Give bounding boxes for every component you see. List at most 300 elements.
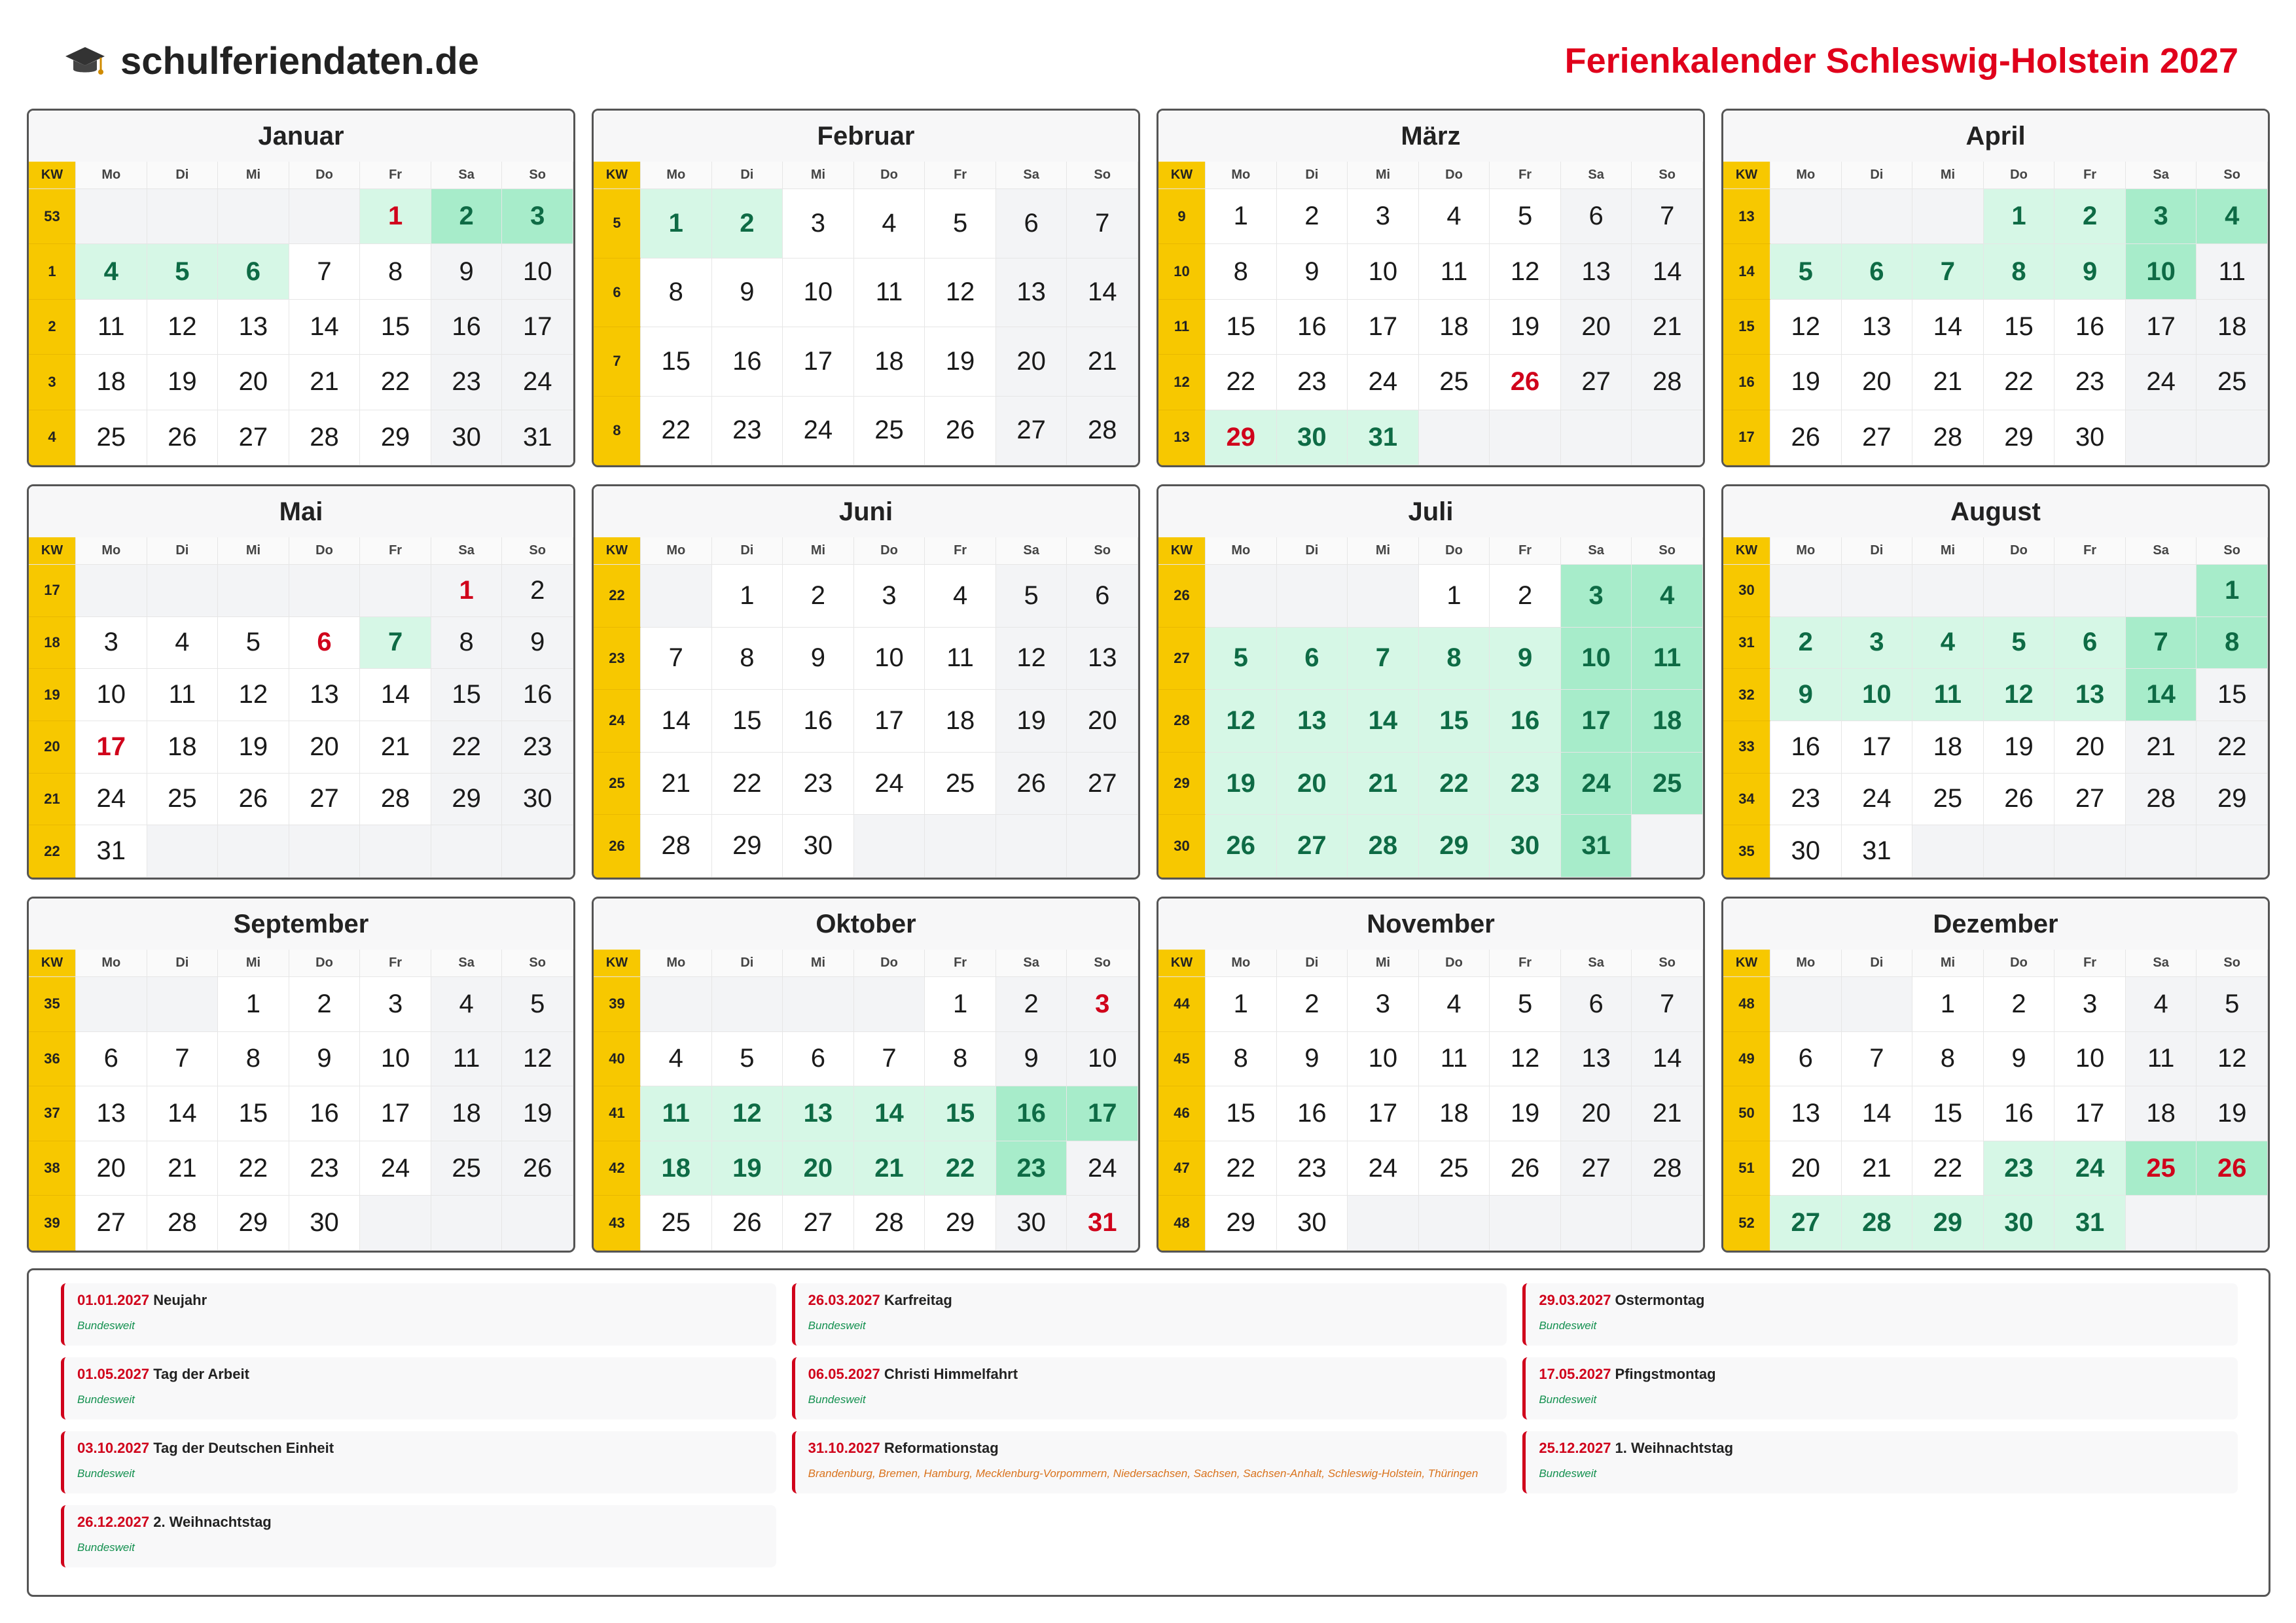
day-cell[interactable]: 27	[289, 774, 361, 826]
day-cell[interactable]: 18	[431, 1086, 503, 1141]
day-cell[interactable]: 6	[2054, 617, 2126, 669]
day-cell[interactable]: 10	[360, 1032, 431, 1087]
holiday-item[interactable]	[61, 1357, 776, 1419]
day-cell[interactable]: 7	[1632, 189, 1703, 244]
day-cell[interactable]: 17	[502, 300, 573, 355]
day-cell[interactable]: 23	[2054, 355, 2126, 410]
day-cell[interactable]: 30	[1984, 1196, 2055, 1251]
day-cell[interactable]: 31	[502, 410, 573, 465]
day-cell[interactable]: 8	[925, 1032, 996, 1087]
day-cell[interactable]: 11	[1912, 669, 1984, 721]
day-cell[interactable]: 20	[783, 1141, 854, 1196]
day-cell[interactable]: 22	[1419, 753, 1490, 815]
day-cell[interactable]: 17	[360, 1086, 431, 1141]
day-cell[interactable]: 24	[2126, 355, 2197, 410]
day-cell[interactable]: 18	[854, 327, 925, 397]
day-cell[interactable]: 6	[1770, 1032, 1842, 1087]
day-cell[interactable]: 15	[1206, 1086, 1277, 1141]
day-cell[interactable]: 28	[2126, 774, 2197, 826]
day-cell[interactable]: 25	[76, 410, 147, 465]
day-cell[interactable]: 9	[1277, 244, 1348, 299]
day-cell[interactable]: 30	[1770, 825, 1842, 878]
day-cell[interactable]: 1	[1419, 565, 1490, 628]
day-cell[interactable]: 2	[783, 565, 854, 628]
day-cell[interactable]: 23	[712, 397, 783, 466]
day-cell[interactable]: 4	[2197, 189, 2268, 244]
day-cell[interactable]: 24	[2054, 1141, 2126, 1196]
day-cell[interactable]: 30	[1277, 410, 1348, 465]
day-cell[interactable]: 19	[1770, 355, 1842, 410]
day-cell[interactable]: 2	[996, 977, 1067, 1032]
day-cell[interactable]: 13	[218, 300, 289, 355]
holiday-item[interactable]	[61, 1431, 776, 1493]
day-cell[interactable]: 9	[502, 617, 573, 669]
day-cell[interactable]: 23	[996, 1141, 1067, 1196]
day-cell[interactable]: 14	[641, 690, 712, 753]
day-cell[interactable]: 27	[1770, 1196, 1842, 1251]
day-cell[interactable]: 12	[1770, 300, 1842, 355]
day-cell[interactable]: 21	[360, 721, 431, 774]
day-cell[interactable]: 30	[502, 774, 573, 826]
day-cell[interactable]: 24	[1561, 753, 1632, 815]
day-cell[interactable]: 16	[712, 327, 783, 397]
day-cell[interactable]: 10	[2054, 1032, 2126, 1087]
day-cell[interactable]: 9	[289, 1032, 361, 1087]
day-cell[interactable]: 8	[2197, 617, 2268, 669]
day-cell[interactable]: 22	[1206, 1141, 1277, 1196]
day-cell[interactable]: 27	[76, 1196, 147, 1251]
day-cell[interactable]: 26	[1206, 815, 1277, 878]
day-cell[interactable]: 20	[1770, 1141, 1842, 1196]
day-cell[interactable]: 21	[1842, 1141, 1913, 1196]
day-cell[interactable]: 9	[431, 244, 503, 299]
day-cell[interactable]: 25	[147, 774, 219, 826]
day-cell[interactable]: 31	[76, 825, 147, 878]
day-cell[interactable]: 14	[1632, 244, 1703, 299]
day-cell[interactable]: 13	[1277, 690, 1348, 753]
day-cell[interactable]: 1	[2197, 565, 2268, 617]
day-cell[interactable]: 30	[996, 1196, 1067, 1251]
day-cell[interactable]: 21	[854, 1141, 925, 1196]
day-cell[interactable]: 22	[1984, 355, 2055, 410]
day-cell[interactable]: 7	[854, 1032, 925, 1087]
day-cell[interactable]: 15	[1912, 1086, 1984, 1141]
day-cell[interactable]: 1	[218, 977, 289, 1032]
day-cell[interactable]: 4	[1912, 617, 1984, 669]
day-cell[interactable]: 17	[1067, 1086, 1138, 1141]
day-cell[interactable]: 18	[1632, 690, 1703, 753]
day-cell[interactable]: 28	[360, 774, 431, 826]
day-cell[interactable]: 10	[76, 669, 147, 721]
day-cell[interactable]: 23	[783, 753, 854, 815]
day-cell[interactable]: 14	[147, 1086, 219, 1141]
day-cell[interactable]: 20	[1561, 300, 1632, 355]
day-cell[interactable]: 9	[712, 259, 783, 328]
day-cell[interactable]: 17	[783, 327, 854, 397]
day-cell[interactable]: 25	[1419, 355, 1490, 410]
day-cell[interactable]: 24	[1348, 355, 1419, 410]
day-cell[interactable]: 13	[289, 669, 361, 721]
holiday-item[interactable]	[1522, 1431, 2238, 1493]
day-cell[interactable]: 10	[1348, 1032, 1419, 1087]
day-cell[interactable]: 16	[289, 1086, 361, 1141]
day-cell[interactable]: 23	[1984, 1141, 2055, 1196]
day-cell[interactable]: 12	[1984, 669, 2055, 721]
day-cell[interactable]: 21	[1912, 355, 1984, 410]
day-cell[interactable]: 16	[1277, 1086, 1348, 1141]
day-cell[interactable]: 6	[783, 1032, 854, 1087]
day-cell[interactable]: 25	[1419, 1141, 1490, 1196]
day-cell[interactable]: 20	[76, 1141, 147, 1196]
holiday-item[interactable]	[792, 1357, 1507, 1419]
day-cell[interactable]: 29	[925, 1196, 996, 1251]
day-cell[interactable]: 22	[2197, 721, 2268, 774]
day-cell[interactable]: 4	[1632, 565, 1703, 628]
day-cell[interactable]: 13	[996, 259, 1067, 328]
day-cell[interactable]: 3	[1842, 617, 1913, 669]
day-cell[interactable]: 12	[147, 300, 219, 355]
day-cell[interactable]: 16	[1984, 1086, 2055, 1141]
day-cell[interactable]: 26	[147, 410, 219, 465]
day-cell[interactable]: 12	[502, 1032, 573, 1087]
day-cell[interactable]: 12	[712, 1086, 783, 1141]
day-cell[interactable]: 7	[1348, 628, 1419, 690]
day-cell[interactable]: 19	[1490, 1086, 1561, 1141]
day-cell[interactable]: 6	[1561, 189, 1632, 244]
day-cell[interactable]: 24	[502, 355, 573, 410]
day-cell[interactable]: 19	[1490, 300, 1561, 355]
day-cell[interactable]: 26	[996, 753, 1067, 815]
day-cell[interactable]: 19	[925, 327, 996, 397]
day-cell[interactable]: 8	[360, 244, 431, 299]
day-cell[interactable]: 29	[1206, 410, 1277, 465]
day-cell[interactable]: 10	[783, 259, 854, 328]
day-cell[interactable]: 5	[147, 244, 219, 299]
day-cell[interactable]: 4	[641, 1032, 712, 1087]
day-cell[interactable]: 17	[1348, 1086, 1419, 1141]
day-cell[interactable]: 10	[1842, 669, 1913, 721]
day-cell[interactable]: 2	[1277, 189, 1348, 244]
day-cell[interactable]: 4	[2126, 977, 2197, 1032]
day-cell[interactable]: 11	[431, 1032, 503, 1087]
day-cell[interactable]: 27	[1277, 815, 1348, 878]
day-cell[interactable]: 2	[2054, 189, 2126, 244]
day-cell[interactable]: 24	[360, 1141, 431, 1196]
day-cell[interactable]: 15	[641, 327, 712, 397]
day-cell[interactable]: 7	[1632, 977, 1703, 1032]
day-cell[interactable]: 1	[1912, 977, 1984, 1032]
day-cell[interactable]: 5	[1206, 628, 1277, 690]
day-cell[interactable]: 2	[1770, 617, 1842, 669]
day-cell[interactable]: 31	[1561, 815, 1632, 878]
day-cell[interactable]: 11	[925, 628, 996, 690]
day-cell[interactable]: 14	[360, 669, 431, 721]
day-cell[interactable]: 4	[925, 565, 996, 628]
day-cell[interactable]: 22	[641, 397, 712, 466]
day-cell[interactable]: 22	[712, 753, 783, 815]
day-cell[interactable]: 26	[712, 1196, 783, 1251]
day-cell[interactable]: 8	[431, 617, 503, 669]
day-cell[interactable]: 12	[996, 628, 1067, 690]
day-cell[interactable]: 12	[1490, 1032, 1561, 1087]
day-cell[interactable]: 24	[854, 753, 925, 815]
day-cell[interactable]: 5	[2197, 977, 2268, 1032]
day-cell[interactable]: 5	[996, 565, 1067, 628]
day-cell[interactable]: 9	[996, 1032, 1067, 1087]
day-cell[interactable]: 3	[1348, 189, 1419, 244]
day-cell[interactable]: 14	[854, 1086, 925, 1141]
day-cell[interactable]: 27	[1561, 1141, 1632, 1196]
day-cell[interactable]: 6	[289, 617, 361, 669]
day-cell[interactable]: 27	[996, 397, 1067, 466]
day-cell[interactable]: 28	[1632, 1141, 1703, 1196]
day-cell[interactable]: 8	[1419, 628, 1490, 690]
day-cell[interactable]: 5	[925, 189, 996, 259]
day-cell[interactable]: 27	[783, 1196, 854, 1251]
day-cell[interactable]: 30	[2054, 410, 2126, 465]
day-cell[interactable]: 31	[1067, 1196, 1138, 1251]
day-cell[interactable]: 10	[1348, 244, 1419, 299]
day-cell[interactable]: 25	[925, 753, 996, 815]
day-cell[interactable]: 15	[2197, 669, 2268, 721]
day-cell[interactable]: 23	[502, 721, 573, 774]
day-cell[interactable]: 9	[783, 628, 854, 690]
day-cell[interactable]: 21	[147, 1141, 219, 1196]
day-cell[interactable]: 13	[76, 1086, 147, 1141]
day-cell[interactable]: 16	[996, 1086, 1067, 1141]
day-cell[interactable]: 22	[360, 355, 431, 410]
day-cell[interactable]: 3	[854, 565, 925, 628]
day-cell[interactable]: 23	[1770, 774, 1842, 826]
day-cell[interactable]: 15	[1419, 690, 1490, 753]
day-cell[interactable]: 13	[783, 1086, 854, 1141]
day-cell[interactable]: 21	[1632, 300, 1703, 355]
day-cell[interactable]: 18	[2197, 300, 2268, 355]
day-cell[interactable]: 4	[1419, 977, 1490, 1032]
day-cell[interactable]: 7	[641, 628, 712, 690]
day-cell[interactable]: 19	[147, 355, 219, 410]
day-cell[interactable]: 29	[1206, 1196, 1277, 1251]
day-cell[interactable]: 18	[1419, 300, 1490, 355]
day-cell[interactable]: 26	[1770, 410, 1842, 465]
day-cell[interactable]: 19	[996, 690, 1067, 753]
day-cell[interactable]: 15	[925, 1086, 996, 1141]
day-cell[interactable]: 26	[218, 774, 289, 826]
day-cell[interactable]: 29	[1419, 815, 1490, 878]
day-cell[interactable]: 2	[289, 977, 361, 1032]
day-cell[interactable]: 13	[1067, 628, 1138, 690]
day-cell[interactable]: 11	[76, 300, 147, 355]
day-cell[interactable]: 25	[2126, 1141, 2197, 1196]
day-cell[interactable]: 6	[76, 1032, 147, 1087]
day-cell[interactable]: 7	[1067, 189, 1138, 259]
day-cell[interactable]: 17	[2126, 300, 2197, 355]
day-cell[interactable]: 20	[1277, 753, 1348, 815]
day-cell[interactable]: 16	[502, 669, 573, 721]
day-cell[interactable]: 17	[1348, 300, 1419, 355]
day-cell[interactable]: 15	[1206, 300, 1277, 355]
day-cell[interactable]: 4	[147, 617, 219, 669]
day-cell[interactable]: 17	[1561, 690, 1632, 753]
day-cell[interactable]: 7	[360, 617, 431, 669]
day-cell[interactable]: 5	[1770, 244, 1842, 299]
day-cell[interactable]: 22	[218, 1141, 289, 1196]
day-cell[interactable]: 7	[147, 1032, 219, 1087]
day-cell[interactable]: 19	[1206, 753, 1277, 815]
day-cell[interactable]: 3	[1348, 977, 1419, 1032]
day-cell[interactable]: 28	[147, 1196, 219, 1251]
day-cell[interactable]: 6	[1561, 977, 1632, 1032]
day-cell[interactable]: 11	[147, 669, 219, 721]
day-cell[interactable]: 24	[1842, 774, 1913, 826]
holiday-item[interactable]	[61, 1283, 776, 1346]
site-logo[interactable]	[64, 39, 479, 83]
day-cell[interactable]: 25	[854, 397, 925, 466]
day-cell[interactable]: 5	[1490, 189, 1561, 244]
day-cell[interactable]: 16	[1770, 721, 1842, 774]
day-cell[interactable]: 12	[1490, 244, 1561, 299]
day-cell[interactable]: 11	[2126, 1032, 2197, 1087]
day-cell[interactable]: 18	[1419, 1086, 1490, 1141]
day-cell[interactable]: 2	[1277, 977, 1348, 1032]
day-cell[interactable]: 24	[1067, 1141, 1138, 1196]
day-cell[interactable]: 29	[2197, 774, 2268, 826]
day-cell[interactable]: 21	[1348, 753, 1419, 815]
day-cell[interactable]: 3	[1067, 977, 1138, 1032]
day-cell[interactable]: 3	[783, 189, 854, 259]
day-cell[interactable]: 26	[1490, 355, 1561, 410]
day-cell[interactable]: 16	[783, 690, 854, 753]
day-cell[interactable]: 16	[2054, 300, 2126, 355]
day-cell[interactable]: 3	[2126, 189, 2197, 244]
day-cell[interactable]: 19	[2197, 1086, 2268, 1141]
day-cell[interactable]: 29	[218, 1196, 289, 1251]
day-cell[interactable]: 2	[712, 189, 783, 259]
day-cell[interactable]: 3	[2054, 977, 2126, 1032]
day-cell[interactable]: 19	[502, 1086, 573, 1141]
day-cell[interactable]: 15	[712, 690, 783, 753]
day-cell[interactable]: 29	[1984, 410, 2055, 465]
day-cell[interactable]: 2	[1490, 565, 1561, 628]
day-cell[interactable]: 1	[1984, 189, 2055, 244]
day-cell[interactable]: 9	[1770, 669, 1842, 721]
day-cell[interactable]: 16	[431, 300, 503, 355]
day-cell[interactable]: 23	[289, 1141, 361, 1196]
day-cell[interactable]: 26	[2197, 1141, 2268, 1196]
day-cell[interactable]: 22	[431, 721, 503, 774]
day-cell[interactable]: 10	[502, 244, 573, 299]
day-cell[interactable]: 18	[76, 355, 147, 410]
day-cell[interactable]: 29	[712, 815, 783, 878]
day-cell[interactable]: 29	[360, 410, 431, 465]
day-cell[interactable]: 22	[925, 1141, 996, 1196]
day-cell[interactable]: 24	[1348, 1141, 1419, 1196]
day-cell[interactable]: 29	[1912, 1196, 1984, 1251]
day-cell[interactable]: 3	[360, 977, 431, 1032]
day-cell[interactable]: 13	[1561, 1032, 1632, 1087]
day-cell[interactable]: 30	[1277, 1196, 1348, 1251]
day-cell[interactable]: 20	[1067, 690, 1138, 753]
day-cell[interactable]: 7	[1842, 1032, 1913, 1087]
day-cell[interactable]: 6	[1842, 244, 1913, 299]
day-cell[interactable]: 4	[431, 977, 503, 1032]
day-cell[interactable]: 14	[1632, 1032, 1703, 1087]
day-cell[interactable]: 17	[854, 690, 925, 753]
day-cell[interactable]: 9	[1277, 1032, 1348, 1087]
day-cell[interactable]: 6	[218, 244, 289, 299]
day-cell[interactable]: 14	[1348, 690, 1419, 753]
day-cell[interactable]: 1	[925, 977, 996, 1032]
day-cell[interactable]: 28	[641, 815, 712, 878]
day-cell[interactable]: 7	[289, 244, 361, 299]
day-cell[interactable]: 28	[289, 410, 361, 465]
day-cell[interactable]: 10	[2126, 244, 2197, 299]
day-cell[interactable]: 19	[218, 721, 289, 774]
day-cell[interactable]: 27	[1842, 410, 1913, 465]
day-cell[interactable]: 1	[641, 189, 712, 259]
day-cell[interactable]: 17	[76, 721, 147, 774]
day-cell[interactable]: 22	[1206, 355, 1277, 410]
day-cell[interactable]: 7	[1912, 244, 1984, 299]
day-cell[interactable]: 13	[1842, 300, 1913, 355]
day-cell[interactable]: 11	[1632, 628, 1703, 690]
day-cell[interactable]: 20	[996, 327, 1067, 397]
day-cell[interactable]: 9	[2054, 244, 2126, 299]
day-cell[interactable]: 27	[1067, 753, 1138, 815]
day-cell[interactable]: 5	[1490, 977, 1561, 1032]
day-cell[interactable]: 31	[1348, 410, 1419, 465]
day-cell[interactable]: 10	[1067, 1032, 1138, 1087]
day-cell[interactable]: 25	[641, 1196, 712, 1251]
day-cell[interactable]: 8	[218, 1032, 289, 1087]
day-cell[interactable]: 1	[431, 565, 503, 617]
holiday-item[interactable]	[792, 1283, 1507, 1346]
day-cell[interactable]: 11	[854, 259, 925, 328]
day-cell[interactable]: 1	[712, 565, 783, 628]
day-cell[interactable]: 13	[2054, 669, 2126, 721]
day-cell[interactable]: 2	[431, 189, 503, 244]
day-cell[interactable]: 15	[1984, 300, 2055, 355]
day-cell[interactable]: 13	[1561, 244, 1632, 299]
day-cell[interactable]: 12	[925, 259, 996, 328]
day-cell[interactable]: 8	[1912, 1032, 1984, 1087]
day-cell[interactable]: 31	[2054, 1196, 2126, 1251]
day-cell[interactable]: 20	[289, 721, 361, 774]
day-cell[interactable]: 6	[996, 189, 1067, 259]
holiday-item[interactable]	[1522, 1283, 2238, 1346]
day-cell[interactable]: 8	[1984, 244, 2055, 299]
day-cell[interactable]: 26	[502, 1141, 573, 1196]
day-cell[interactable]: 27	[1561, 355, 1632, 410]
day-cell[interactable]: 2	[1984, 977, 2055, 1032]
day-cell[interactable]: 24	[783, 397, 854, 466]
day-cell[interactable]: 19	[712, 1141, 783, 1196]
day-cell[interactable]: 6	[1067, 565, 1138, 628]
day-cell[interactable]: 20	[218, 355, 289, 410]
day-cell[interactable]: 26	[1490, 1141, 1561, 1196]
day-cell[interactable]: 19	[1984, 721, 2055, 774]
day-cell[interactable]: 27	[2054, 774, 2126, 826]
day-cell[interactable]: 28	[1067, 397, 1138, 466]
day-cell[interactable]: 3	[1561, 565, 1632, 628]
day-cell[interactable]: 21	[641, 753, 712, 815]
day-cell[interactable]: 30	[1490, 815, 1561, 878]
day-cell[interactable]: 14	[2126, 669, 2197, 721]
day-cell[interactable]: 5	[218, 617, 289, 669]
day-cell[interactable]: 2	[502, 565, 573, 617]
day-cell[interactable]: 23	[1277, 1141, 1348, 1196]
day-cell[interactable]: 18	[1912, 721, 1984, 774]
